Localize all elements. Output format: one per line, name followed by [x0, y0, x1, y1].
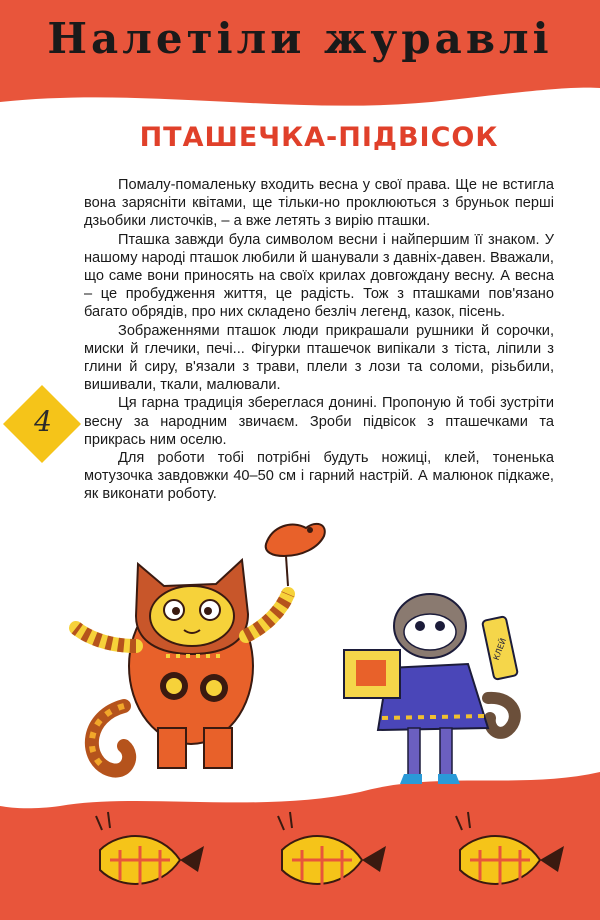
raccoon-illustration [338, 578, 538, 790]
article-heading: ПТАШЕЧКА-ПІДВІСОК [139, 122, 499, 153]
section-title: Налетіли журавлі [47, 14, 553, 63]
paragraph: Пташка завжди була символом весни і найпершим її знаком. У нашому народі пташок любили й шанували з давніх-давен. Вважали, що саме вони приносять на своїх крилах довгождану весну. А весна – це пробудження життя, це радість. Тож з пташками пов'язано багато обрядів, про них складено безліч легенд, казок, пісень. [84, 231, 554, 321]
cat-illustration [66, 506, 332, 786]
decorative-bird-icon [96, 812, 204, 886]
decorative-bird-border [0, 800, 600, 920]
decorative-bird-icon [456, 812, 564, 886]
page-number: 4 [34, 405, 52, 438]
paragraph: Помалу-помаленьку входить весна у свої права. Ще не встигла вона зарясніти квітами, ще тільки-но проклюються з бруньок перші дзьобики листочків, – а вже летять з вирію пташки. [84, 177, 554, 230]
glue-label: КЛЕЙ [491, 637, 508, 662]
paragraph: Для роботи тобі потрібні будуть ножиці, клей, тоненька мотузочка завдовжки 40–50 см і гарний настрій. А малюнок підкаже, як виконати роботу. [84, 450, 554, 503]
decorative-bird-icon [278, 812, 386, 886]
paragraph: Ця гарна традиція збереглася донині. Пропоную й тобі зустріти весну за народним звичаєм. Зроби підвісок з пташечками та прикрась ним оселю. [84, 395, 554, 448]
article-body [84, 176, 554, 504]
paragraph: Зображеннями пташок люди прикрашали рушники й сорочки, миски й глечики, печі... Фігурки пташечок випікали з тіста, ліпили з глини й сиру, в'язали з трави, плели з лози та соломи, різьбили, вишивали, ткали, малювали. [84, 322, 554, 394]
